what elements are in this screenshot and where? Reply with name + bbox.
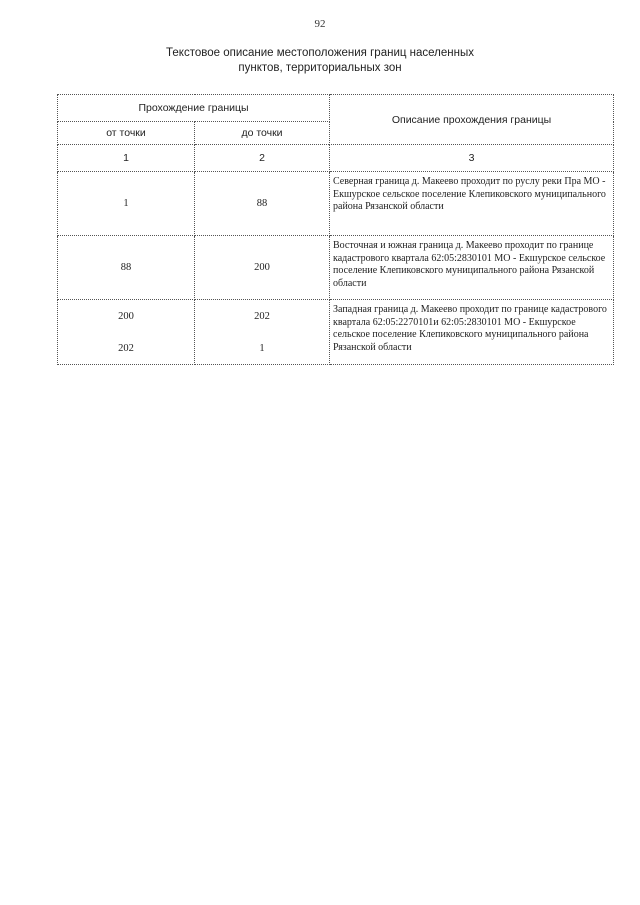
from-point-cell: 88	[58, 236, 195, 300]
header-passage: Прохождение границы	[58, 95, 330, 122]
table-row	[58, 172, 614, 236]
column-number-row	[58, 145, 614, 172]
header-from-point: от точки	[58, 122, 195, 145]
from-point-cell	[58, 300, 195, 365]
from-point-value: 200	[118, 310, 134, 322]
description-cell: Северная граница д. Макеево проходит по руслу реки Пра МО - Екшурское сельское поселение Клепиковского муниципального района Рязанской области	[330, 172, 614, 236]
description-cell: Восточная и южная граница д. Макеево проходит по границе кадастрового квартала 62:05:2830101 МО - Екшурское сельское поселение Клепиковского муниципального района Рязанской области	[330, 236, 614, 300]
boundary-table	[57, 94, 614, 365]
column-number: 2	[195, 145, 330, 172]
header-description: Описание прохождения границы	[330, 95, 614, 145]
title-line-1: Текстовое описание местоположения границ населенных	[166, 47, 474, 59]
to-point-value: 202	[254, 310, 270, 322]
to-point-cell: 200	[195, 236, 330, 300]
description-cell: Западная граница д. Макеево проходит по границе кадастрового квартала 62:05:2270101и 62:05:2830101 МО - Екшурское сельское поселение Клепиковского муниципального района Рязанской области	[330, 300, 614, 365]
header-to-point: до точки	[195, 122, 330, 145]
page-number: 92	[314, 18, 326, 30]
to-point-cell	[195, 300, 330, 365]
document-title	[0, 46, 640, 76]
from-point-value: 202	[118, 342, 134, 354]
to-point-cell: 88	[195, 172, 330, 236]
from-point-cell: 1	[58, 172, 195, 236]
table-row	[58, 236, 614, 300]
column-number: 3	[330, 145, 614, 172]
to-point-value: 1	[259, 342, 265, 354]
table-row	[58, 300, 614, 365]
title-line-2: пунктов, территориальных зон	[238, 62, 402, 74]
column-number: 1	[58, 145, 195, 172]
